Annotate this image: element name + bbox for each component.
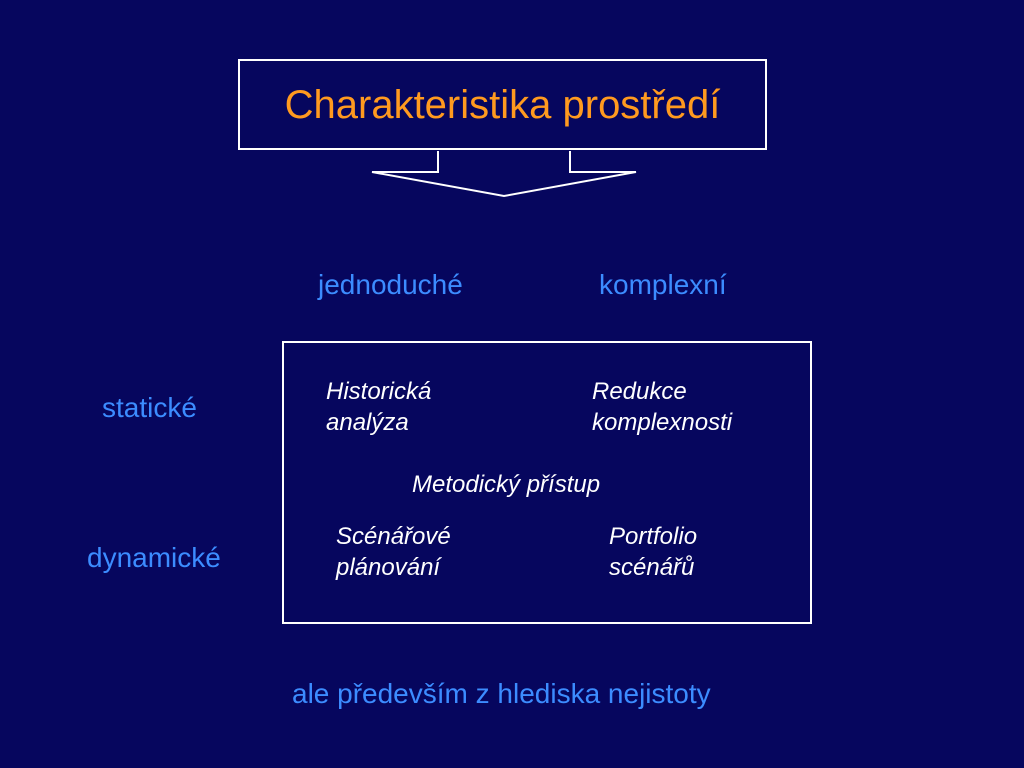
title-box xyxy=(238,59,767,150)
row-label-static: statické xyxy=(102,392,197,423)
column-label-complex: komplexní xyxy=(599,269,727,300)
footer-text: ale především z hlediska nejistoty xyxy=(292,678,711,709)
cell-static-complex-line1: Redukce xyxy=(592,378,687,405)
cell-static-complex-line2: komplexnosti xyxy=(592,409,733,436)
row-label-dynamic: dynamické xyxy=(87,542,221,573)
cell-center-text: Metodický přístup xyxy=(412,471,601,498)
column-label-simple: jednoduché xyxy=(318,269,463,300)
cell-static-simple xyxy=(326,376,431,438)
cell-dynamic-simple-line2: plánování xyxy=(336,554,441,581)
down-arrow-outline xyxy=(372,151,636,196)
slide-title: Charakteristika prostředí xyxy=(284,82,721,127)
cell-dynamic-complex-line1: Portfolio xyxy=(609,523,698,550)
cell-dynamic-complex xyxy=(609,521,697,583)
cell-static-simple-line2: analýza xyxy=(326,409,409,436)
cell-center xyxy=(412,469,600,500)
cell-static-simple-line1: Historická xyxy=(326,378,432,405)
cell-dynamic-simple xyxy=(336,521,451,583)
cell-dynamic-complex-line2: scénářů xyxy=(609,554,695,581)
cell-static-complex xyxy=(592,376,732,438)
cell-dynamic-simple-line1: Scénářové xyxy=(336,523,451,550)
